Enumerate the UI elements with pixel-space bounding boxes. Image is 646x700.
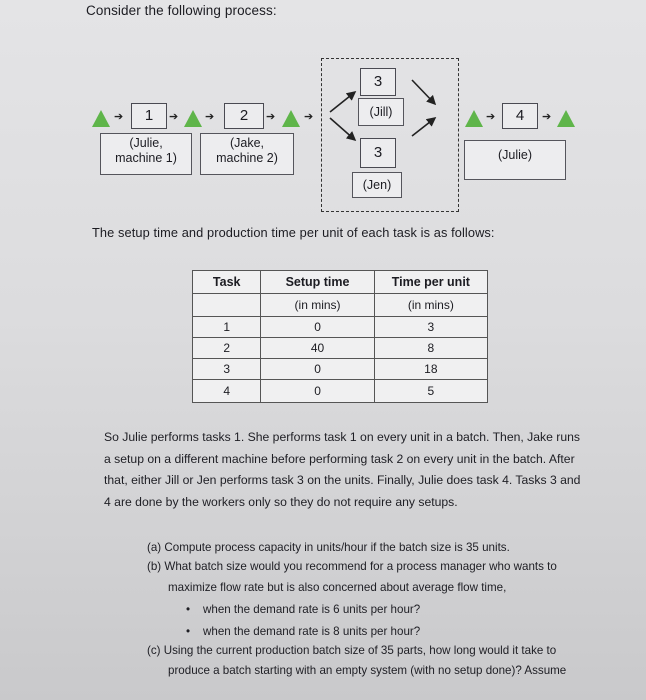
description-line: So Julie performs tasks 1. She performs task 1 on every unit in a batch. Then, Jake runs — [104, 430, 580, 444]
description-line: 4 are done by the workers only so they do not require any setups. — [104, 494, 458, 509]
question-c-line-1: (c) Using the current production batch size of 35 parts, how long would it take to — [147, 644, 557, 657]
subheader-time-per-unit: (in mins) — [374, 294, 487, 317]
cell-task: 1 — [193, 317, 261, 338]
task-time-table — [192, 270, 488, 403]
inventory-triangle-icon — [557, 110, 575, 127]
subheader-task — [193, 294, 261, 317]
intro-text: The setup time and production time per unit of each task is as follows: — [92, 225, 495, 240]
task-1-worker-label — [100, 133, 192, 175]
task-4-worker-label: (Julie) — [464, 140, 566, 180]
cell-task: 4 — [193, 380, 261, 403]
inventory-triangle-icon — [184, 110, 202, 127]
task-4-box: 4 — [502, 103, 538, 129]
flow-arrow-icon: ➔ — [304, 111, 314, 123]
header-task: Task — [193, 271, 261, 294]
task-3-jen-worker: (Jen) — [352, 172, 402, 198]
table-row — [193, 317, 488, 338]
question-b-line-2: maximize flow rate but is also concerned about average flow time, — [168, 581, 507, 594]
worker-name: (Julie, — [129, 136, 163, 150]
cell-setup-time: 0 — [261, 359, 374, 380]
task-3-jen-box: 3 — [360, 138, 396, 168]
machine-name: machine 1) — [115, 151, 177, 165]
flow-arrow-icon: ➔ — [205, 111, 215, 123]
header-setup-time: Setup time — [261, 271, 374, 294]
description-line: a setup on a different machine before performing task 2 on every unit in the batch. After — [104, 451, 575, 466]
cell-task: 3 — [193, 359, 261, 380]
cell-time-per-unit: 5 — [374, 380, 487, 403]
inventory-triangle-icon — [465, 110, 483, 127]
inventory-triangle-icon — [92, 110, 110, 127]
flow-arrow-icon: ➔ — [114, 111, 124, 123]
task-2-box: 2 — [224, 103, 264, 129]
table-header-row — [193, 271, 488, 294]
cell-setup-time: 0 — [261, 317, 374, 338]
task-3-jill-worker: (Jill) — [358, 98, 404, 126]
cell-task: 2 — [193, 338, 261, 359]
table-subheader-row — [193, 294, 488, 317]
description-line: that, either Jill or Jen performs task 3 on the units. Finally, Julie does task 4. Tasks 3 and — [104, 473, 581, 487]
flow-arrow-icon: ➔ — [169, 111, 179, 123]
cell-setup-time: 40 — [261, 338, 374, 359]
worker-name: (Jake, — [229, 136, 265, 150]
table-row — [193, 380, 488, 403]
question-b-bullet-2: when the demand rate is 8 units per hour? — [203, 625, 421, 638]
machine-name: machine 2) — [216, 151, 278, 165]
table-row — [193, 338, 488, 359]
question-b-line-1: (b) What batch size would you recommend for a process manager who wants to — [147, 560, 557, 573]
heading: Consider the following process: — [86, 3, 277, 18]
cell-time-per-unit: 8 — [374, 338, 487, 359]
task-2-worker-label — [200, 133, 294, 175]
table-row — [193, 359, 488, 380]
flow-arrow-icon: ➔ — [266, 111, 276, 123]
question-c-line-2: produce a batch starting with an empty system (with no setup done)? Assume — [168, 664, 567, 677]
task-1-box: 1 — [131, 103, 167, 129]
question-a: (a) Compute process capacity in units/hour if the batch size is 35 units. — [147, 541, 510, 554]
flow-arrow-icon: ➔ — [542, 111, 552, 123]
flow-arrow-icon: ➔ — [486, 111, 496, 123]
bullet-icon: • — [186, 625, 191, 638]
question-b-bullet-1: when the demand rate is 6 units per hour? — [203, 603, 421, 616]
subheader-setup-time: (in mins) — [261, 294, 374, 317]
inventory-triangle-icon — [282, 110, 300, 127]
bullet-icon: • — [186, 603, 191, 616]
cell-setup-time: 0 — [261, 380, 374, 403]
task-3-jill-box: 3 — [360, 68, 396, 96]
description-paragraph — [104, 427, 580, 513]
header-time-per-unit: Time per unit — [374, 271, 487, 294]
cell-time-per-unit: 3 — [374, 317, 487, 338]
cell-time-per-unit: 18 — [374, 359, 487, 380]
